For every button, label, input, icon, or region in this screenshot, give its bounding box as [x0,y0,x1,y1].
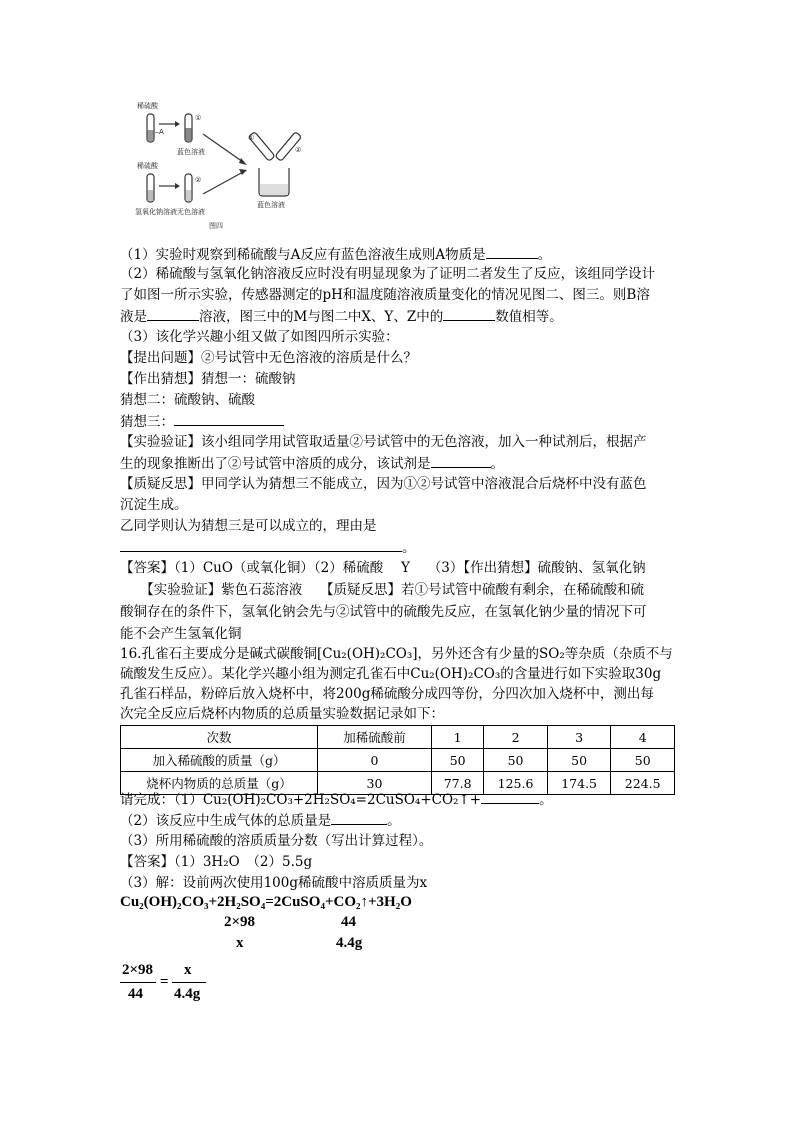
table-cell: 77.8 [432,772,484,795]
table-cell: 烧杯内物质的总质量（g） [121,772,318,795]
fig-marker3: ① [248,134,255,142]
q-line-13: 沉淀生成。 [120,497,188,513]
table-cell: 174.5 [547,772,611,795]
table-row [121,749,675,772]
arrow-4 [203,172,243,194]
fraction-bar-left [120,982,156,983]
q-line-7: 【作出猜想】猜想一：硫酸钠 [120,371,296,387]
fig-label-blue2: 蓝色溶液 [257,201,285,209]
arrow-3 [203,134,243,162]
q-line-4: 液是 溶液，图三中的M与图二中X、Y、Z中的 数值相等。 [120,306,563,327]
q-line-11: 生的现象推断出了②号试管中溶质的成分，该试剂是 。 [120,453,504,474]
equals-sign: = [160,974,169,990]
fraction-right-numerator: x [184,962,192,978]
table-cell: 加稀硫酸前 [318,726,432,749]
answer2-line-2: （3）解：设前两次使用100g稀硫酸中溶质质量为x [120,875,428,891]
fraction-left-denominator: 44 [128,986,143,1002]
q-line-2: （2）稀硫酸与氢氧化钠溶液反应时没有明显现象为了证明二者发生了反应，该组同学设计 [120,266,656,282]
fraction-bar-right [172,982,206,983]
fig-label-A: A [159,128,164,136]
fig-label-naoh: 氢氧化钠溶液 [135,208,177,216]
fraction-left-numerator: 2×98 [122,962,154,978]
answer-line-4: 能不会产生氢氧化铜 [120,626,242,642]
q-line-10: 【实验验证】该小组同学用试管取适量②号试管中的无色溶液，加入一种试剂后，根据产 [120,434,647,450]
table-cell: 0 [318,749,432,772]
chemical-equation: Cu₂(OH)₂CO₃+2H₂SO₄=2CuSO₄+CO₂↑+3H₂O [120,894,412,910]
molar-mass-co2: 44 [341,914,356,930]
q-line-15: 。 [120,537,416,558]
blank-4[interactable] [174,411,284,426]
fig-marker4: ② [295,146,302,154]
blank-6[interactable] [120,537,402,552]
fig-label-blue1: 蓝色溶液 [177,148,205,156]
table-cell: 50 [432,749,484,772]
blank-5[interactable] [431,453,491,468]
proportion-fraction [120,960,230,1010]
q16-line-1: 16.孔雀石主要成分是碱式碳酸铜[Cu₂(OH)₂CO₃]，另外还含有少量的SO₂等杂质（杂质不与 [120,646,673,662]
blank-3[interactable] [443,306,495,321]
fig-marker1: ① [195,114,202,122]
table-cell: 次数 [121,726,318,749]
table-cell: 30 [318,772,432,795]
table-cell: 3 [547,726,611,749]
molar-mass-acid: 2×98 [224,914,256,930]
table-cell: 50 [547,749,611,772]
table-cell: 4 [611,726,675,749]
fraction-right-denominator: 4.4g [174,986,201,1002]
mass-co2: 4.4g [336,935,363,951]
table-cell: 1 [432,726,484,749]
q-line-1: （1）实验时观察到稀硫酸与A反应有蓝色溶液生成则A物质是 。 [120,244,551,265]
table-cell: 2 [484,726,548,749]
unknown-x: x [236,935,244,951]
table-cell: 125.6 [484,772,548,795]
complete-line-1: 请完成：（1）Cu₂(OH)₂CO₃+2H₂SO₄=2CuSO₄+CO₂↑+ 。 [120,789,553,810]
fig-label-colorless: 无色溶液 [177,208,205,216]
blank-2[interactable] [147,306,199,321]
q16-line-2: 硫酸发生反应）。某化学兴趣小组为测定孔雀石中Cu₂(OH)₂CO₃的含量进行如下实验取30g [120,666,662,682]
fig-marker2: ② [195,176,202,184]
q-line-8: 猜想二：硫酸钠、硫酸 [120,392,255,408]
q-line-3: 了如图一所示实验，传感器测定的pH和温度随溶液质量变化的情况见图二、图三。则B溶 [120,287,650,303]
q-line-6: 【提出问题】②号试管中无色溶液的溶质是什么？ [120,350,417,366]
fig-label-acid2: 稀硫酸 [137,162,158,170]
q-line-5: （3）该化学兴趣小组又做了如图四所示实验： [120,329,399,345]
complete-line-3: （3）所用稀硫酸的溶质质量分数（写出计算过程）。 [120,833,433,849]
table-cell: 加入稀硫酸的质量（g） [121,749,318,772]
table-header-row [121,726,675,749]
blank-8[interactable] [331,810,387,825]
fig-label-acid: 稀硫酸 [137,102,158,110]
q-line-9: 猜想三： [120,411,284,432]
data-table [120,725,675,795]
table-cell: 50 [484,749,548,772]
answer-line-2: 【实验验证】紫色石蕊溶液 【质疑反思】若①号试管中硫酸有剩余，在稀硫酸和硫 [120,582,645,598]
liquid-1 [148,130,154,141]
table-cell: 50 [611,749,675,772]
complete-line-2: （2）该反应中生成气体的总质量是 。 [120,810,401,831]
table-cell: 224.5 [611,772,675,795]
blank-1[interactable] [486,244,538,259]
blank-7[interactable] [481,789,539,804]
q16-line-4: 次完全反应后烧杯内物质的总质量实验数据记录如下： [120,706,444,722]
experiment-figure [135,100,310,238]
q16-line-3: 孔雀石样品，粉碎后放入烧杯中，将200g稀硫酸分成四等份，分四次加入烧杯中，测出每 [120,686,654,702]
q-line-14: 乙同学则认为猜想三是可以成立的，理由是 [120,518,377,534]
answer2-line-1: 【答案】（1）3H₂O （2）5.5g [120,854,313,870]
answer-line-3: 酸铜存在的条件下，氢氧化钠会先与②试管中的硫酸先反应，在氢氧化钠少量的情况下可 [120,604,647,620]
fig-caption: 图四 [209,222,223,230]
answer-line-1: 【答案】（1）CuO（或氧化铜）（2）稀硫酸 Y （3）【作出猜想】硫酸钠、氢氧化钠 [120,560,646,576]
q-line-12: 【质疑反思】甲同学认为猜想三不能成立，因为①②号试管中溶液混合后烧杯中没有蓝色 [120,476,647,492]
